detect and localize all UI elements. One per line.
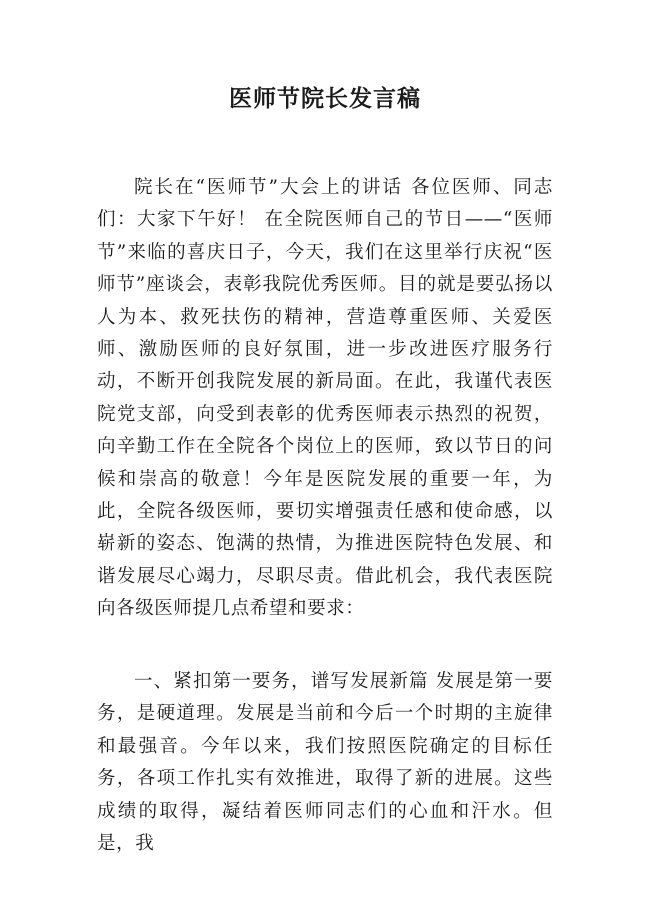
document-title: 医师节院长发言稿 (229, 85, 421, 112)
paragraph-opening-speech: 院长在“医师节”大会上的讲话 各位医师、同志们：大家下午好！ 在全院医师自己的节日——“医师节”来临的喜庆日子，今天，我们在这里举行庆祝“医师节”座谈会，表彰我院优秀医师。目的就是要弘扬以人为本、救死扶伤的精神，营造尊重医师、关爱医师、激励医师的良好氛围，进一步改进医疗服务行动，不断开创我院发展的新局面。在此，我谨代表医院党支部，向受到表彰的优秀医师表示热烈的祝贺，向辛勤工作在全院各个岗位上的医师，致以节日的问候和崇高的敬意！今年是医院发展的重要一年，为此，全院各级医师，要切实增强责任感和使命感，以崭新的姿态、饱满的热情，为推进医院特色发展、和谐发展尽心竭力，尽职尽责。借此机会，我代表医院向各级医师提几点希望和要求： (97, 177, 553, 620)
paragraph-first-requirement: 一、紧扣第一要务，谱写发展新篇 发展是第一要务，是硬道理。发展是当前和今后一个时期的主旋律和最强音。今年以来，我们按照医院确定的目标任务，各项工作扎实有效推进，取得了新的进展。这些成绩的取得，凝结着医师同志们的心血和汗水。但是，我 (97, 671, 553, 855)
